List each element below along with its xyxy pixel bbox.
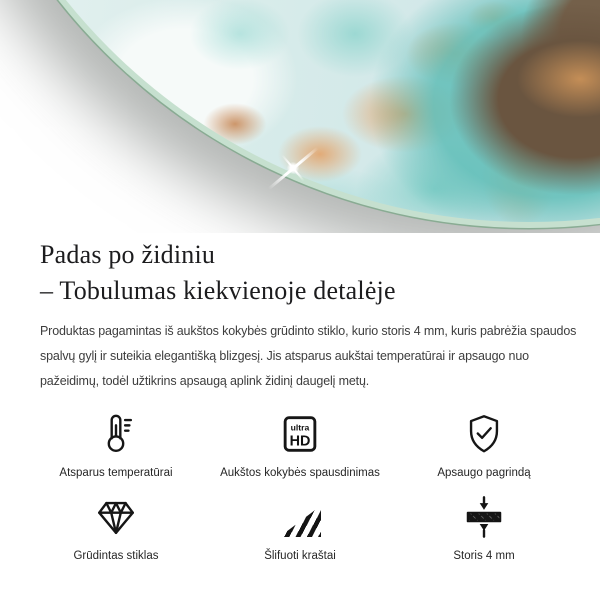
page-title-line1: Padas po židiniu [40, 240, 216, 269]
feature-label: Storis 4 mm [453, 549, 515, 562]
feature-label: Atsparus temperatūrai [59, 466, 173, 479]
feature-label: Apsaugo pagrindą [437, 466, 531, 479]
feature-label: Grūdintas stiklas [73, 549, 159, 562]
feature-grid [0, 410, 600, 562]
product-description-section [0, 233, 600, 394]
sparkle-dot [287, 162, 299, 174]
polished-edge-icon [279, 493, 321, 541]
diamond-icon [93, 493, 139, 541]
page-title-line2: – Tobulumas kiekvienoje detalėje [40, 275, 396, 305]
feature-item-protects-base [392, 410, 576, 479]
ultra-hd-icon [277, 410, 323, 458]
glass-hearth-pad-photo [0, 0, 600, 228]
product-image-section [0, 0, 600, 233]
feature-label: Aukštos kokybės spausdinimas [220, 466, 380, 479]
thickness-icon [461, 493, 507, 541]
thermometer-icon [93, 410, 139, 458]
feature-item-polished-edges [208, 493, 392, 562]
feature-label: Šlifuoti kraštai [264, 549, 336, 562]
feature-item-tempered-glass [24, 493, 208, 562]
hd-text: HD [289, 433, 311, 450]
page-title [40, 237, 560, 309]
feature-item-print-quality [208, 410, 392, 479]
product-description: Produktas pagamintas iš aukštos kokybės grūdinto stiklo, kurio storis 4 mm, kuris pabrėžia spaudos spalvų gylį ir suteikia elegantišką blizgesį. Jis atsparus aukštai temperatūrai ir apsaugo nuo pažeidimų, todėl užtikrins apsaugą aplink židinį daugelį metų. [40, 323, 577, 388]
shield-check-icon [461, 410, 507, 458]
feature-item-temperature [24, 410, 208, 479]
diagonal-stripes-shape [279, 504, 321, 537]
feature-item-thickness [392, 493, 576, 562]
ultra-text: ultra [290, 422, 310, 433]
